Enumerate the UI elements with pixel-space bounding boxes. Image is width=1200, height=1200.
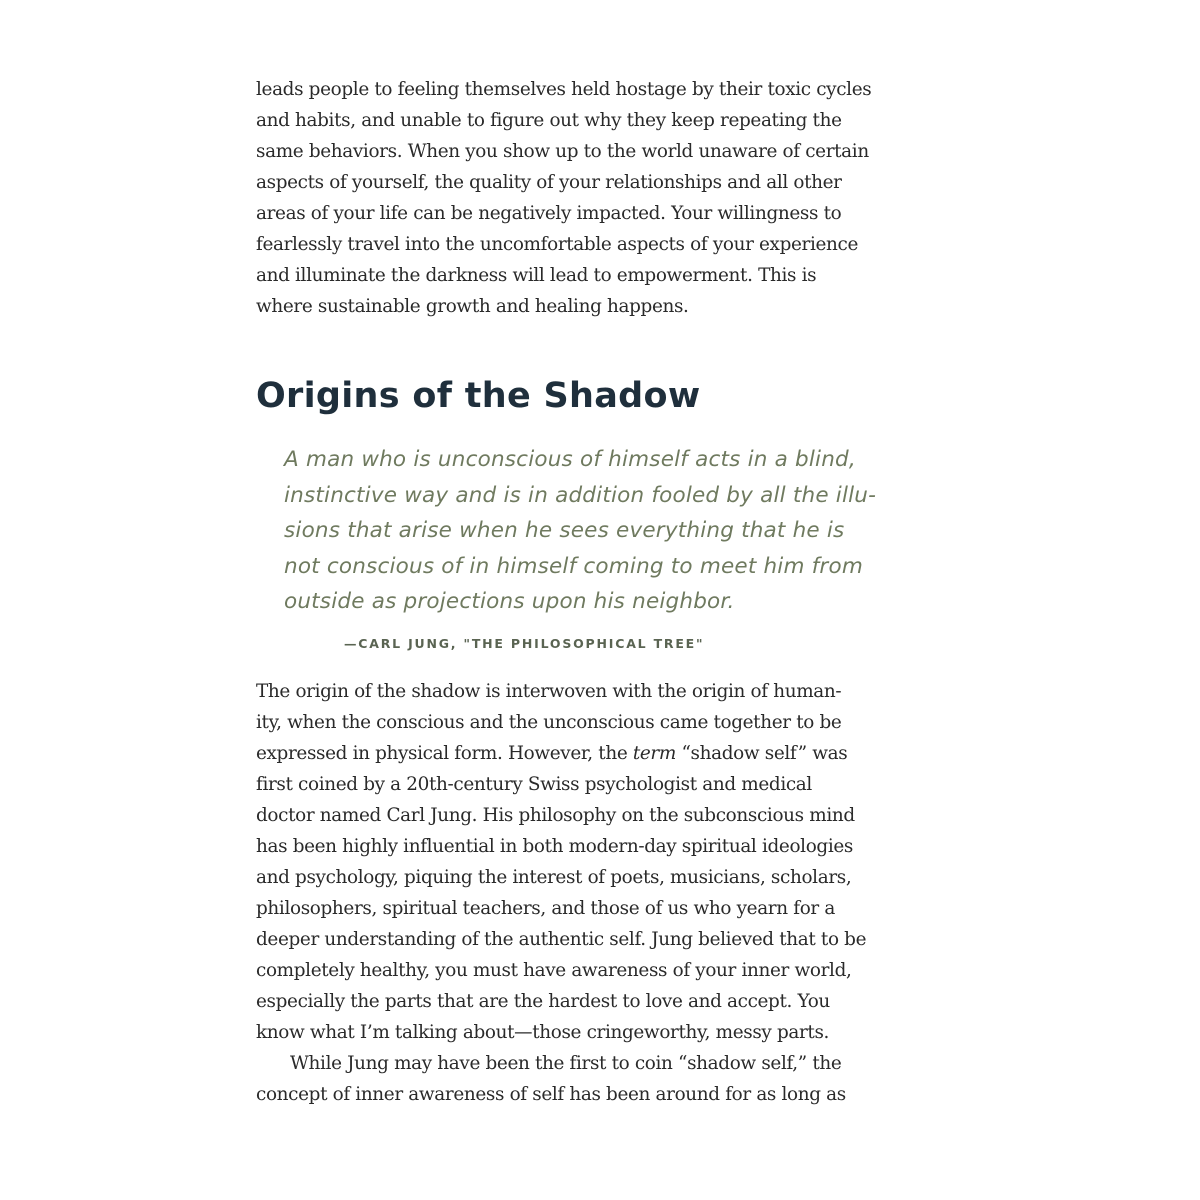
intro-line: where sustainable growth and healing happens. bbox=[256, 296, 689, 317]
quote-line: not conscious of in himself coming to meet him from bbox=[284, 553, 863, 579]
body-line bbox=[256, 831, 946, 862]
body-line bbox=[256, 676, 946, 707]
body-line: While Jung may have been the first to coin “shadow self,” the bbox=[290, 1052, 842, 1074]
quote-line: A man who is unconscious of himself acts in a blind, bbox=[284, 447, 856, 472]
section-heading: Origins of the Shadow bbox=[256, 376, 701, 416]
quote-line: instinctive way and is in addition fooled by all the illu- bbox=[284, 482, 877, 508]
body-text: know what I’m talking about—those cringeworthy, messy parts. bbox=[256, 1021, 830, 1043]
body-line bbox=[256, 893, 946, 924]
intro-line: leads people to feeling themselves held hostage by their toxic cycles bbox=[256, 79, 872, 100]
body-line bbox=[256, 738, 946, 769]
body-line bbox=[256, 986, 946, 1017]
body-paragraph bbox=[256, 676, 946, 1048]
quote-line: sions that arise when he sees everything that he is bbox=[284, 518, 845, 543]
body-line bbox=[256, 862, 946, 893]
body-line bbox=[256, 1017, 946, 1048]
second-paragraph bbox=[256, 1048, 946, 1110]
body-text: completely healthy, you must have awareness of your inner world, bbox=[256, 959, 852, 981]
intro-line: aspects of yourself, the quality of your relationships and all other bbox=[256, 172, 842, 193]
intro-line: and illuminate the darkness will lead to empowerment. This is bbox=[256, 265, 817, 286]
body-text: and psychology, piquing the interest of poets, musicians, scholars, bbox=[256, 866, 852, 888]
body-text: “shadow self” was bbox=[675, 742, 848, 764]
body-text: deeper understanding of the authentic self. Jung believed that to be bbox=[256, 928, 867, 950]
intro-line: same behaviors. When you show up to the world unaware of certain bbox=[256, 141, 869, 162]
body-text: doctor named Carl Jung. His philosophy on the subconscious mind bbox=[256, 804, 855, 826]
body-text: expressed in physical form. However, the bbox=[256, 742, 633, 764]
intro-line: and habits, and unable to figure out why they keep repeating the bbox=[256, 110, 842, 131]
quote-line: outside as projections upon his neighbor. bbox=[284, 589, 735, 614]
quote-attribution: —CARL JUNG, "THE PHILOSOPHICAL TREE" bbox=[344, 635, 705, 651]
intro-line: fearlessly travel into the uncomfortable aspects of your experience bbox=[256, 234, 859, 255]
body-line bbox=[256, 800, 946, 831]
body-line bbox=[256, 769, 946, 800]
body-text: first coined by a 20th-century Swiss psychologist and medical bbox=[256, 773, 812, 795]
epigraph-quote bbox=[256, 442, 946, 620]
body-text: has been highly influential in both modern-day spiritual ideologies bbox=[256, 835, 854, 857]
body-line bbox=[256, 955, 946, 986]
intro-paragraph bbox=[256, 74, 946, 322]
body-line: concept of inner awareness of self has been around for as long as bbox=[256, 1083, 846, 1105]
intro-line: areas of your life can be negatively impacted. Your willingness to bbox=[256, 203, 842, 224]
book-page bbox=[256, 74, 946, 1110]
body-line bbox=[256, 924, 946, 955]
body-text: The origin of the shadow is interwoven with the origin of human- bbox=[256, 680, 842, 702]
emphasized-term: term bbox=[632, 742, 676, 764]
body-text: ity, when the conscious and the unconscious came together to be bbox=[256, 711, 842, 733]
body-text: especially the parts that are the hardest to love and accept. You bbox=[256, 990, 830, 1012]
body-text: philosophers, spiritual teachers, and those of us who yearn for a bbox=[256, 897, 835, 919]
body-line bbox=[256, 707, 946, 738]
